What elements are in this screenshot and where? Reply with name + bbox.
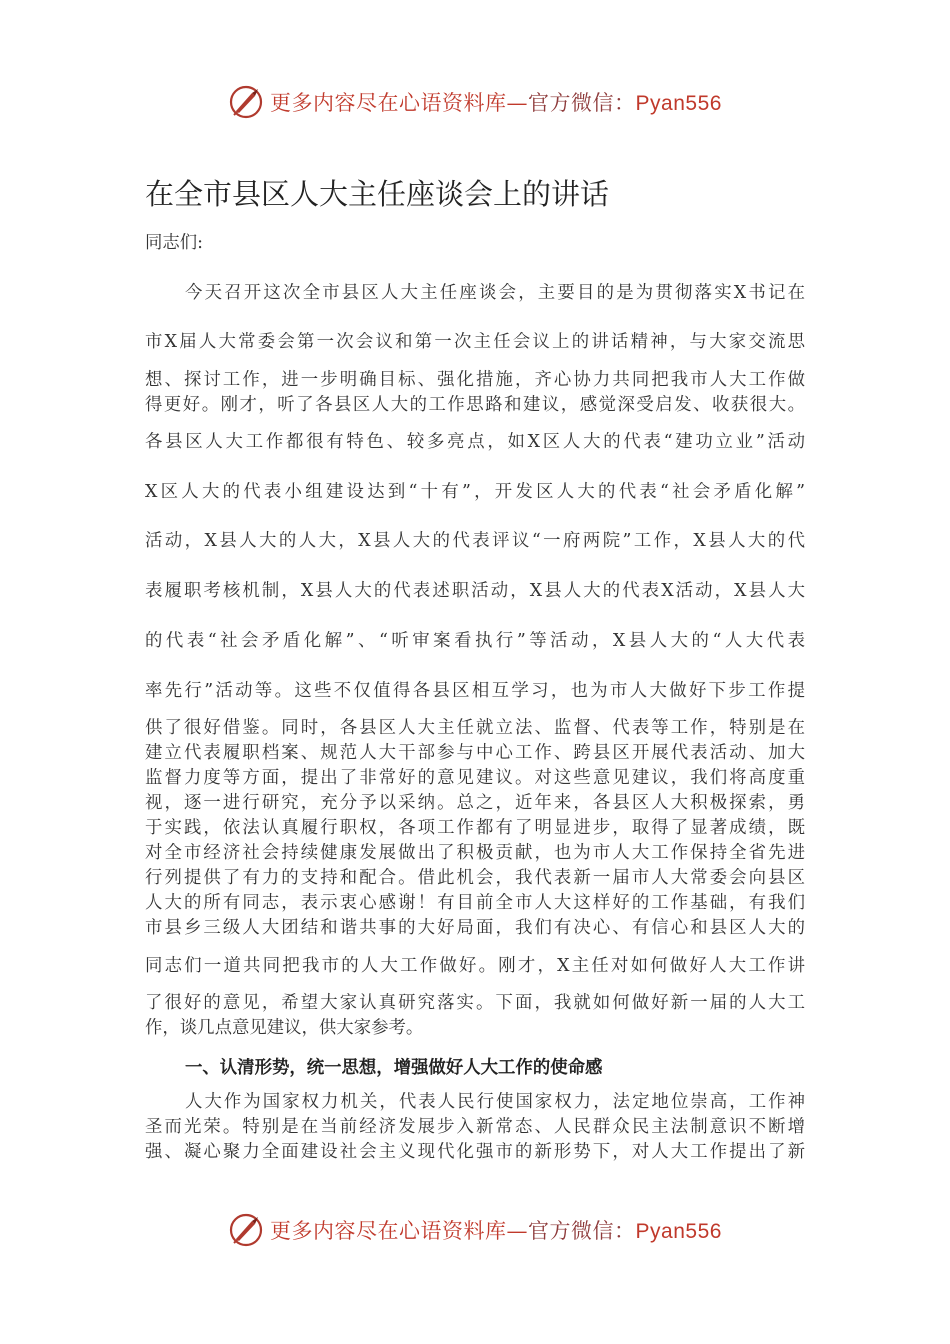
body-line: 强、凝心聚力全面建设社会主义现代化强市的新形势下，对人大工作提出了新 xyxy=(145,1142,805,1162)
body-line: 圣而光荣。特别是在当前经济发展步入新常态、人民群众民主法制意识不断增 xyxy=(145,1117,805,1137)
body-line: X区人大的代表小组建设达到“十有”，开发区人大的代表“社会矛盾化解” xyxy=(145,482,805,502)
body-line: 对全市经济社会持续健康发展做出了积极贡献，也为市人大工作保持全省先进 xyxy=(145,843,805,863)
body-line: 行列提供了有力的支持和配合。借此机会，我代表新一届市人大常委会向县区 xyxy=(145,868,805,888)
body-line: 市县乡三级人大团结和谐共事的大好局面，我们有决心、有信心和县区人大的 xyxy=(145,918,805,938)
body-line: 得更好。刚才，听了各县区人大的工作思路和建议，感觉深受启发、收获很大。 xyxy=(145,395,805,415)
banner-wechat-id: Pyan556 xyxy=(635,1220,722,1243)
body-line: 了很好的意见，希望大家认真研究落实。下面，我就如何做好新一届的人大工 xyxy=(145,993,805,1013)
body-line: 的代表“社会矛盾化解”、“听审案看执行”等活动，X县人大的“人大代表 xyxy=(145,631,805,651)
body-line: 建立代表履职档案、规范人大干部参与中心工作、跨县区开展代表活动、加大 xyxy=(145,743,805,763)
body-line: 各县区人大工作都很有特色、较多亮点，如X区人大的代表“建功立业”活动 xyxy=(145,432,805,452)
body-line: 作，谈几点意见建议，供大家参考。 xyxy=(145,1018,424,1038)
body-line: 人大的所有同志，表示衷心感谢！有目前全市人大这样好的工作基础，有我们 xyxy=(145,893,805,913)
banner-wechat-label: 官方微信： xyxy=(528,1219,636,1243)
quill-pen-logo-icon xyxy=(228,84,264,120)
body-line: 今天召开这次全市县区人大主任座谈会，主要目的是为贯彻落实X书记在 xyxy=(185,283,805,303)
body-line: 视，逐一进行研究，充分予以采纳。总之，近年来，各县区人大积极探索，勇 xyxy=(145,793,805,813)
body-line: 市X届人大常委会第一次会议和第一次主任会议上的讲话精神，与大家交流思 xyxy=(145,332,805,352)
banner-dash: — xyxy=(506,1219,529,1243)
body-line: 供了很好借鉴。同时，各县区人大主任就立法、监督、代表等工作，特别是在 xyxy=(145,718,805,738)
body-line: 于实践，依法认真履行职权，各项工作都有了明显进步，取得了显著成绩，既 xyxy=(145,818,805,838)
body-line: 监督力度等方面，提出了非常好的意见建议。对这些意见建议，我们将高度重 xyxy=(145,768,805,788)
banner-main: 更多内容尽在心语资料库 xyxy=(270,91,507,115)
document-title: 在全市县区人大主任座谈会上的讲话 xyxy=(145,177,610,211)
banner-text xyxy=(270,1215,722,1245)
body-line: 率先行”活动等。这些不仅值得各县区相互学习，也为市人大做好下步工作提 xyxy=(145,681,805,701)
body-line: 人大作为国家权力机关，代表人民行使国家权力，法定地位崇高，工作神 xyxy=(185,1092,805,1112)
body-line: 活动，X县人大的人大，X县人大的代表评议“一府两院”工作，X县人大的代 xyxy=(145,531,805,551)
banner-wechat-id: Pyan556 xyxy=(635,92,722,115)
section-heading: 一、认清形势，统一思想，增强做好人大工作的使命感 xyxy=(185,1058,603,1078)
banner-text xyxy=(270,87,722,117)
body-line: 想、探讨工作，进一步明确目标、强化措施，齐心协力共同把我市人大工作做 xyxy=(145,370,805,390)
salutation: 同志们: xyxy=(145,233,204,253)
banner-dash: — xyxy=(506,91,529,115)
body-line: 同志们一道共同把我市的人大工作做好。刚才，X主任对如何做好人大工作讲 xyxy=(145,956,805,976)
quill-pen-logo-icon xyxy=(228,1212,264,1248)
footer-banner xyxy=(0,1210,950,1250)
body-line: 表履职考核机制，X县人大的代表述职活动，X县人大的代表X活动，X县人大 xyxy=(145,581,805,601)
banner-main: 更多内容尽在心语资料库 xyxy=(270,1219,507,1243)
header-banner xyxy=(0,82,950,122)
banner-wechat-label: 官方微信： xyxy=(528,91,636,115)
